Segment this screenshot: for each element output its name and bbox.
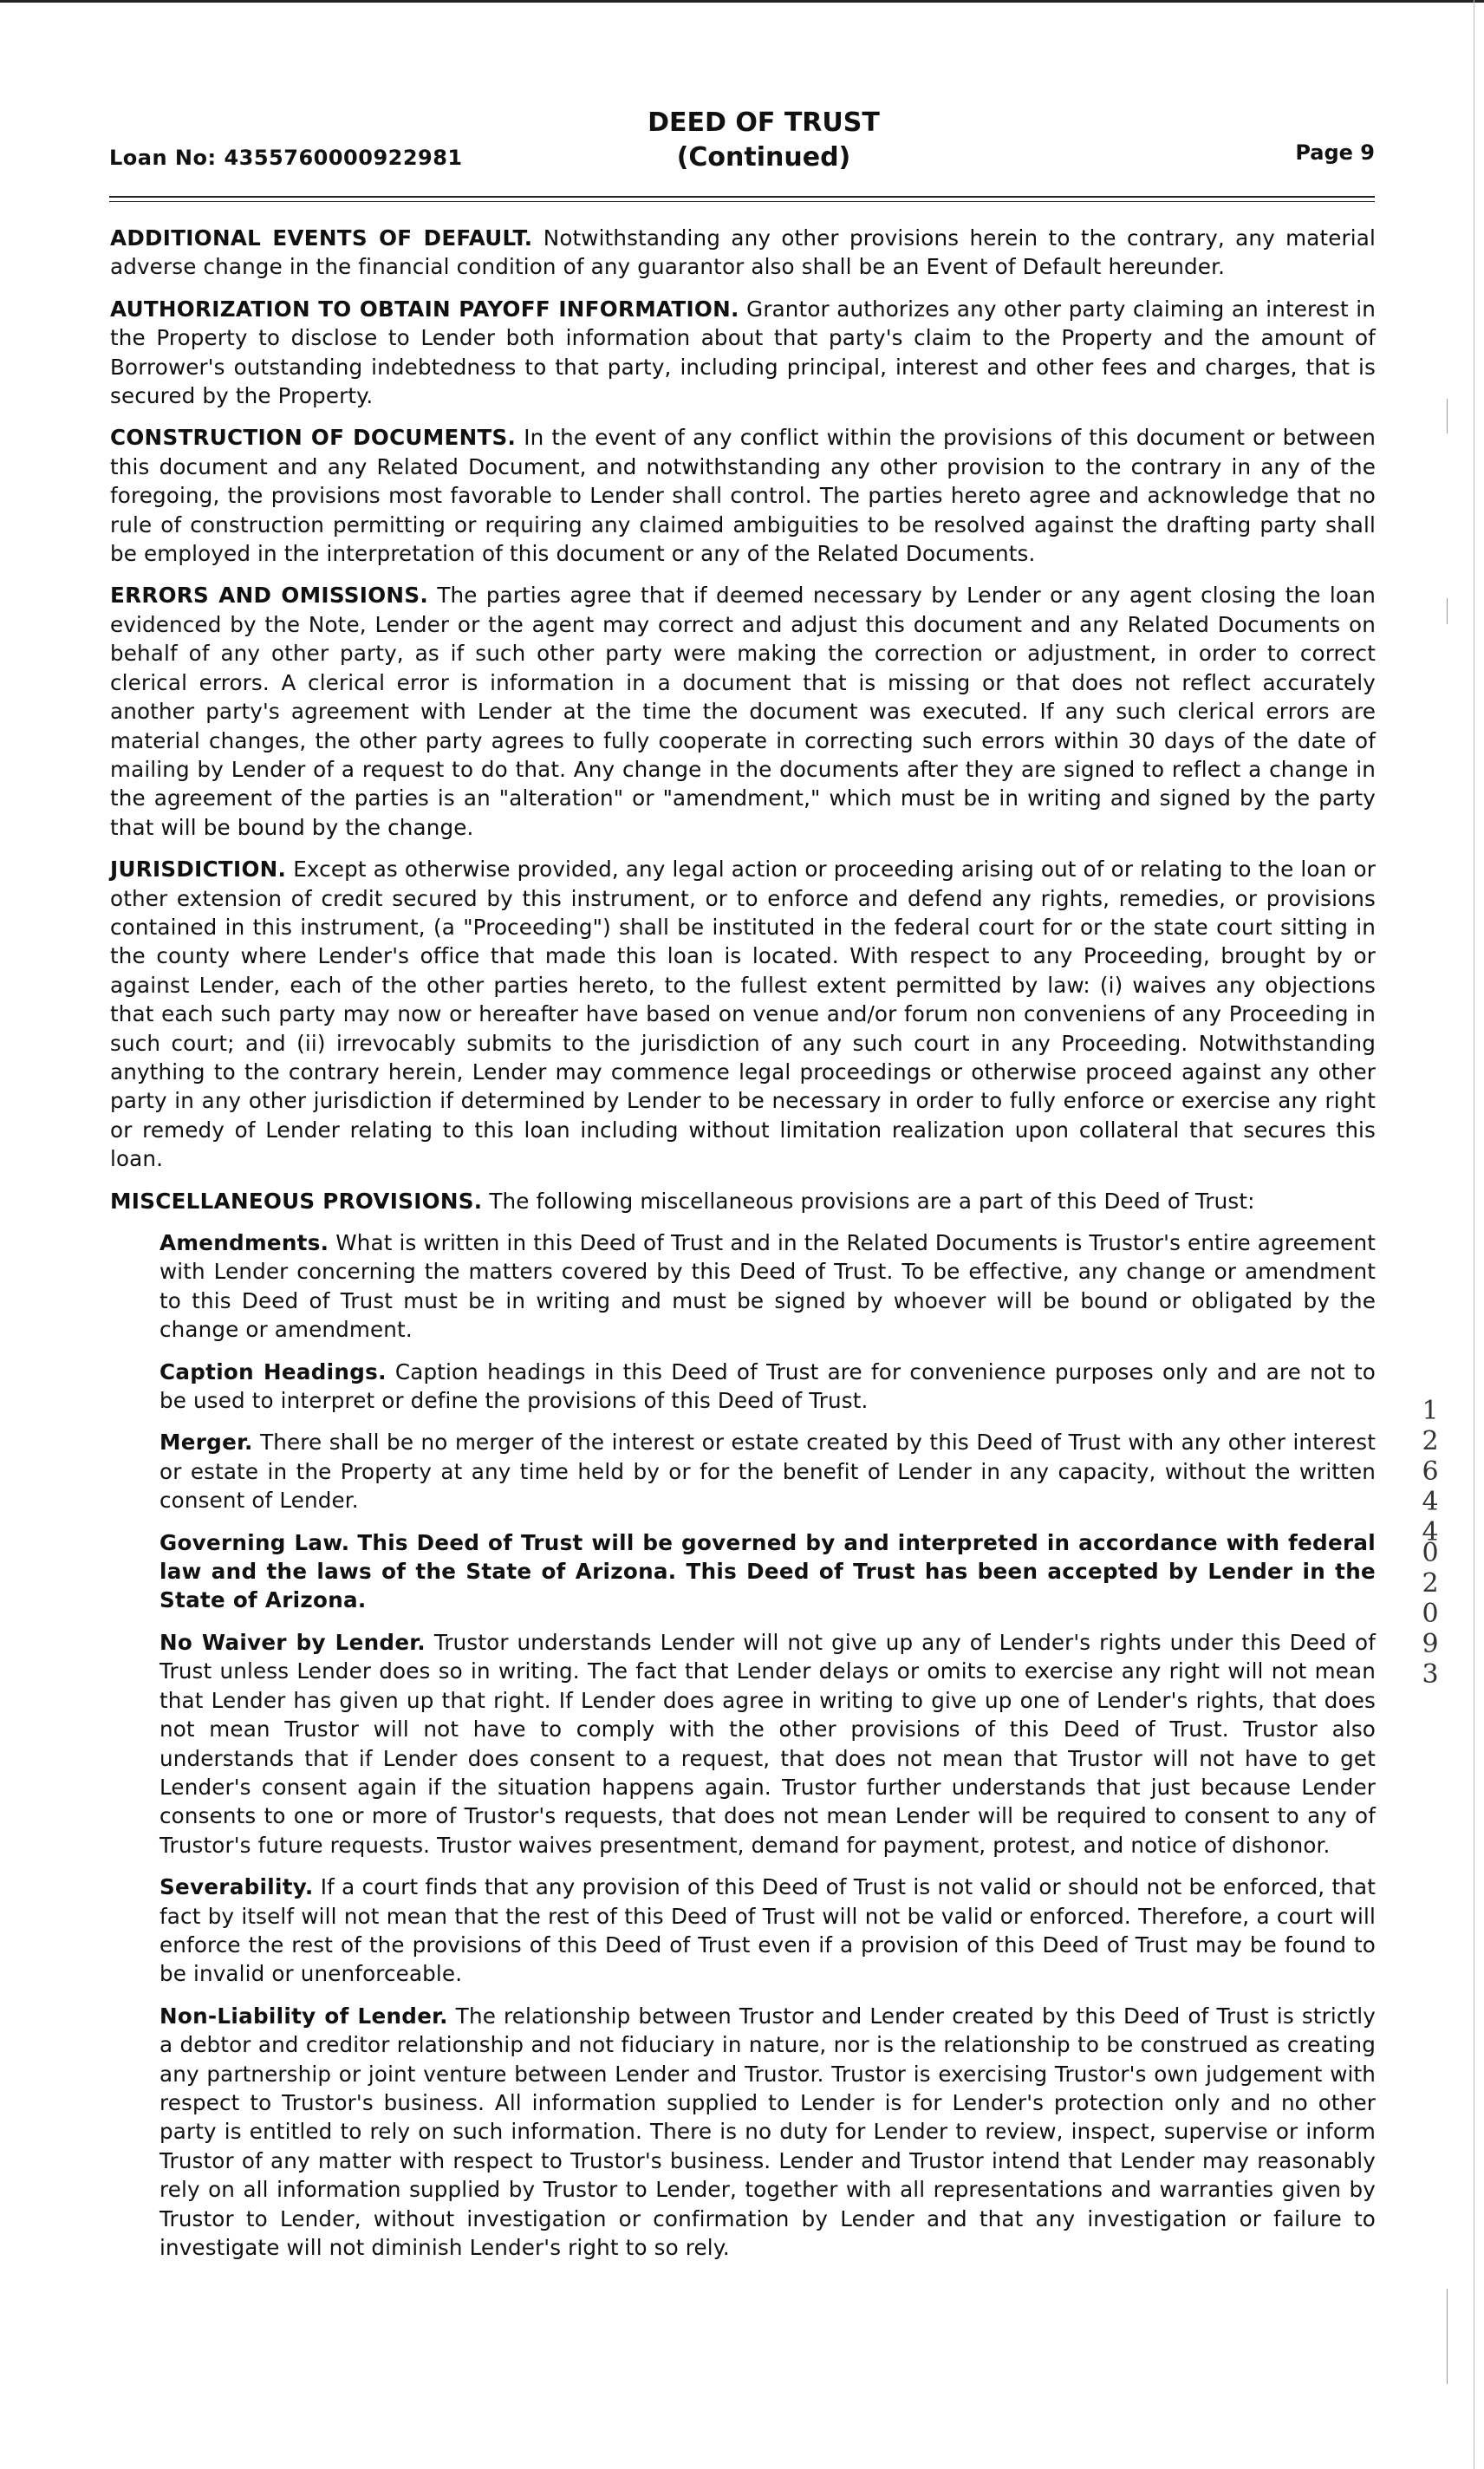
loan-number: Loan No: 4355760000922981: [109, 146, 463, 170]
top-edge-line: [0, 0, 1484, 3]
provision-caption-headings: [159, 1358, 1376, 1416]
provision-governing-law: [159, 1528, 1376, 1615]
provision-heading: Amendments.: [159, 1230, 329, 1255]
provision-heading: Merger.: [159, 1430, 253, 1456]
right-margin-mark: [1447, 399, 1448, 433]
provision-heading: No Waiver by Lender.: [159, 1629, 426, 1655]
section-heading: MISCELLANEOUS PROVISIONS.: [110, 1188, 483, 1214]
section-text: In the event of any conflict within the provisions of this document or between this document and any Related Document, and notwithstanding any other provision to the contrary in any of the foregoing, the provisions most favorable to Lender shall control. The parties hereto agree and acknowledge that no rule of construction permitting or requiring any claimed ambiguities to be resolved against the drafting party shall be employed in the interpretation of this document or any of the Related Documents.: [110, 425, 1377, 567]
section-text: The following miscellaneous provisions are a part of this Deed of Trust:: [489, 1188, 1255, 1214]
section-text: Except as otherwise provided, any legal action or proceeding arising out of or relating to the loan or other extension of credit secured by this instrument, or to enforce and defend any rights, remedies, or provisions contained in this instrument, (a "Proceeding") shall be instituted in the federal court for or the state court sitting in the county where Lender's office that made this loan is located. With respect to any Proceeding, brought by or against Lender, each of the other parties hereto, to the fullest extent permitted by law: (i) waives any objections that each such party may now or hereafter have based on venue and/or forum non conveniens of any Proceeding in such court; and (ii) irrevocably submits to the jurisdiction of any such court in any Proceeding. Notwithstanding anything to the contrary herein, Lender may commence legal proceedings or otherwise proceed against any other party in any other jurisdiction if determined by Lender to be necessary in order to fully enforce or exercise any right or remedy of Lender relating to this loan including without limitation realization upon collateral that secures this loan.: [110, 857, 1376, 1172]
document-title-block: [569, 106, 959, 175]
section-heading: CONSTRUCTION OF DOCUMENTS.: [110, 425, 517, 451]
right-margin-mark: [1447, 598, 1448, 624]
section-heading: JURISDICTION.: [110, 857, 287, 883]
provision-text: If a court finds that any provision of this Deed of Trust is not valid or should not be enforced, that fact by itself will not mean that the rest of this Deed of Trust will not be valid or enforced. Therefore, a court will enforce the rest of the provisions of this Deed of Trust even if a provision of this Deed of Trust may be found to be invalid or unenforceable.: [159, 1874, 1376, 1987]
header-rule-top: [109, 196, 1375, 198]
provision-text: There shall be no merger of the interest or estate created by this Deed of Trust with any other interest or estate in the Property at any time held by or for the benefit of Lender in any capacity, without the written consent of Lender.: [159, 1430, 1377, 1514]
document-body: [110, 224, 1376, 2262]
stamp-line-1: 12644: [1415, 1396, 1446, 1547]
provision-heading: Non-Liability of Lender.: [159, 2003, 448, 2029]
page-number: Page 9: [1295, 140, 1375, 165]
section-jurisdiction: [110, 855, 1376, 1173]
section-additional-events: [110, 224, 1376, 282]
provision-text: Trustor understands Lender will not give up any of Lender's rights under this Deed of Trust unless Lender does so in writing. The fact that Lender delays or omits to exercise any right will not mean that Lender has given up that right. If Lender does agree in writing to give up one of Lender's rights, that does not mean Trustor will not have to comply with the other provisions of this Deed of Trust. Trustor also understands that if Lender does consent to a request, that does not mean that Trustor will not have to get Lender's consent again if the situation happens again. Trustor further understands that just because Lender consents to one or more of Trustor's requests, that does not mean Lender will be required to consent to any of Trustor's future requests. Trustor waives presentment, demand for payment, protest, and notice of dishonor.: [159, 1629, 1377, 1858]
provision-text: What is written in this Deed of Trust and in the Related Documents is Trustor's entire agreement with Lender concerning the matters covered by this Deed of Trust. To be effective, any change or amendment to this Deed of Trust must be in writing and must be signed by whoever will be bound or obligated by the change or amendment.: [159, 1230, 1376, 1343]
stamp-line-2: 02093: [1415, 1538, 1446, 1690]
provision-no-waiver: [159, 1628, 1376, 1860]
provision-merger: [159, 1428, 1376, 1515]
section-text: The parties agree that if deemed necessary by Lender or any agent closing the loan evidenced by the Note, Lender or the agent may correct and adjust this document and any Related Documents on behalf of any other party, as if such other party were making the correction or adjustment, in order to correct clerical errors. A clerical error is information in a document that is missing or that does not reflect accurately another party's agreement with Lender at the time the document was executed. If any such clerical errors are material changes, the other party agrees to fully cooperate in correcting such errors within 30 days of the date of mailing by Lender of a request to do that. Any change in the documents after they are signed to reflect a change in the agreement of the parties is an "alteration" or "amendment," which must be in writing and signed by the party that will be bound by the change.: [110, 583, 1376, 840]
provision-amendments: [159, 1228, 1376, 1345]
section-heading: ERRORS AND OMISSIONS.: [110, 583, 428, 609]
provision-text: Caption headings in this Deed of Trust are for convenience purposes only and are not to be used to interpret or define the provisions of this Deed of Trust.: [159, 1358, 1376, 1414]
right-margin-mark: [1447, 2289, 1448, 2384]
section-payoff-authorization: [110, 295, 1376, 411]
provision-severability: [159, 1873, 1376, 1989]
section-errors-omissions: [110, 581, 1376, 842]
document-title: DEED OF TRUST: [648, 107, 880, 138]
header-rule-bottom: [109, 201, 1375, 202]
provision-text: The relationship between Trustor and Lender created by this Deed of Trust is strictly a debtor and creditor relationship and not fiduciary in nature, nor is the relationship to be construed as creating any partnership or joint venture between Lender and Trustor. Trustor is exercising Trustor's own judgement with respect to Trustor's business. All information supplied to Lender is for Lender's protection only and no other party is entitled to rely on such information. There is no duty for Lender to review, inspect, supervise or inform Trustor of any matter with respect to Trustor's business. Lender and Trustor intend that Lender may reasonably rely on all information supplied by Trustor to Lender, together with all representations and warranties given by Trustor to Lender, without investigation or confirmation by Lender and that any investigation or failure to investigate will not diminish Lender's right to so rely.: [159, 2003, 1376, 2260]
recording-number-stamp: [1411, 1396, 1449, 1690]
provision-heading: Governing Law.: [159, 1529, 350, 1555]
document-subtitle: (Continued): [676, 142, 851, 173]
provision-heading: Caption Headings.: [159, 1358, 387, 1384]
section-text: Grantor authorizes any other party claiming an interest in the Property to disclose to Lender both information about that party's claim to the Property and the amount of Borrower's outstanding indebtedness to that party, including principal, interest and other fees and charges, that is secured by the Property.: [110, 296, 1376, 409]
provision-non-liability: [159, 2002, 1376, 2263]
provision-heading: Severability.: [159, 1874, 314, 1900]
section-construction: [110, 423, 1376, 568]
provision-text: This Deed of Trust will be governed by and interpreted in accordance with federal law and the laws of the State of Arizona. This Deed of Trust has been accepted by Lender in the State of Arizona.: [159, 1529, 1376, 1613]
page-header: [109, 102, 1375, 180]
section-text: Notwithstanding any other provisions herein to the contrary, any material adverse change in the financial condition of any guarantor also shall be an Event of Default hereunder.: [110, 225, 1376, 280]
section-miscellaneous: [110, 1187, 1376, 1215]
section-heading: ADDITIONAL EVENTS OF DEFAULT.: [110, 225, 533, 251]
section-heading: AUTHORIZATION TO OBTAIN PAYOFF INFORMATION.: [110, 296, 739, 322]
